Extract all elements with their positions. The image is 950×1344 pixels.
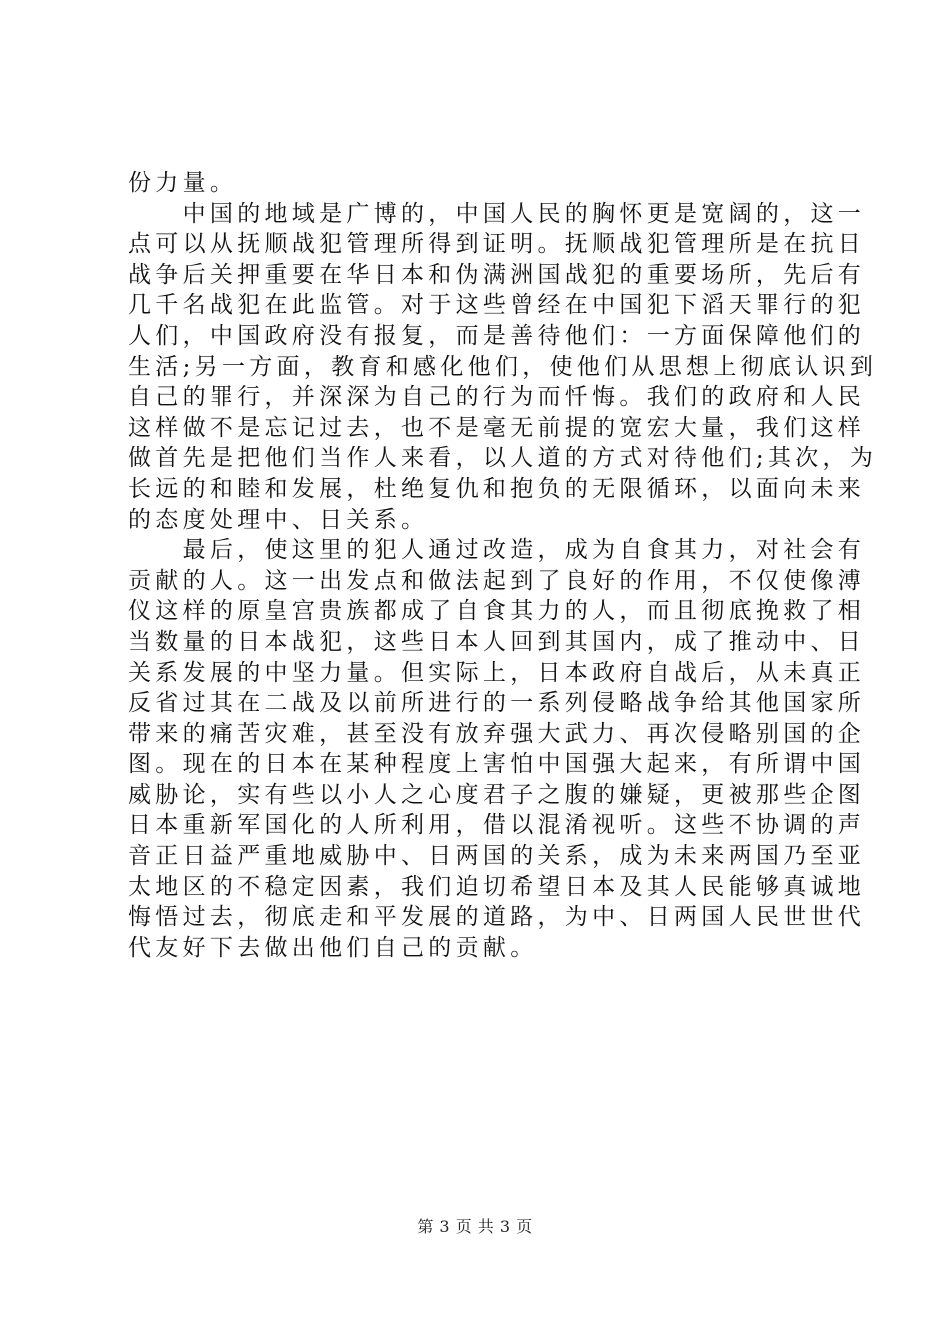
text-line: 的态度处理中、日关系。 xyxy=(128,506,429,533)
text-line: 点可以从抚顺战犯管理所得到证明。抚顺战犯管理所是在抗日 xyxy=(128,231,866,258)
page-footer: 第 3 页 共 3 页 xyxy=(417,1217,533,1236)
text-line: 中国的地域是广博的，中国人民的胸怀更是宽阔的，这一 xyxy=(128,200,866,227)
text-line: 太地区的不稳定因素，我们迫切希望日本及其人民能够真诚地 xyxy=(128,873,866,900)
text-line: 生活;另一方面，教育和感化他们，使他们从思想上彻底认识到 xyxy=(128,353,878,380)
text-line: 代友好下去做出他们自己的贡献。 xyxy=(128,934,538,961)
text-line: 带来的痛苦灾难，甚至没有放弃强大武力、再次侵略别国的企 xyxy=(128,720,866,747)
text-line: 日本重新军国化的人所利用，借以混淆视听。这些不协调的声 xyxy=(128,812,866,839)
text-line: 贡献的人。这一出发点和做法起到了良好的作用，不仅使像溥 xyxy=(128,567,866,594)
text-line: 悔悟过去，彻底走和平发展的道路，为中、日两国人民世世代 xyxy=(128,904,866,931)
text-line: 长远的和睦和发展，杜绝复仇和抱负的无限循环，以面向未来 xyxy=(128,475,866,502)
text-line: 战争后关押重要在华日本和伪满洲国战犯的重要场所，先后有 xyxy=(128,261,866,288)
text-line: 威胁论，实有些以小人之心度君子之腹的嫌疑，更被那些企图 xyxy=(128,781,866,808)
text-line: 反省过其在二战及以前所进行的一系列侵略战争给其他国家所 xyxy=(128,690,866,717)
text-line: 最后，使这里的犯人通过改造，成为自食其力，对社会有 xyxy=(128,537,866,564)
text-line: 当数量的日本战犯，这些日本人回到其国内，成了推动中、日 xyxy=(128,628,866,655)
text-line: 份力量。 xyxy=(128,170,238,196)
text-line: 音正日益严重地威胁中、日两国的关系，成为未来两国乃至亚 xyxy=(128,843,866,870)
text-line: 这样做不是忘记过去，也不是毫无前提的宽宏大量，我们这样 xyxy=(128,414,866,441)
text-line: 仪这样的原皇宫贵族都成了自食其力的人，而且彻底挽救了相 xyxy=(128,598,866,625)
text-line: 图。现在的日本在某种程度上害怕中国强大起来，有所谓中国 xyxy=(128,751,866,778)
body-text xyxy=(128,168,878,963)
text-line: 做首先是把他们当作人来看，以人道的方式对待他们;其次，为 xyxy=(128,445,878,472)
text-line: 关系发展的中坚力量。但实际上，日本政府自战后，从未真正 xyxy=(128,659,866,686)
text-line: 人们，中国政府没有报复，而是善待他们：一方面保障他们的 xyxy=(128,322,866,349)
text-line: 几千名战犯在此监管。对于这些曾经在中国犯下滔天罪行的犯 xyxy=(128,292,866,319)
text-line: 自己的罪行，并深深为自己的行为而忏悔。我们的政府和人民 xyxy=(128,384,866,411)
